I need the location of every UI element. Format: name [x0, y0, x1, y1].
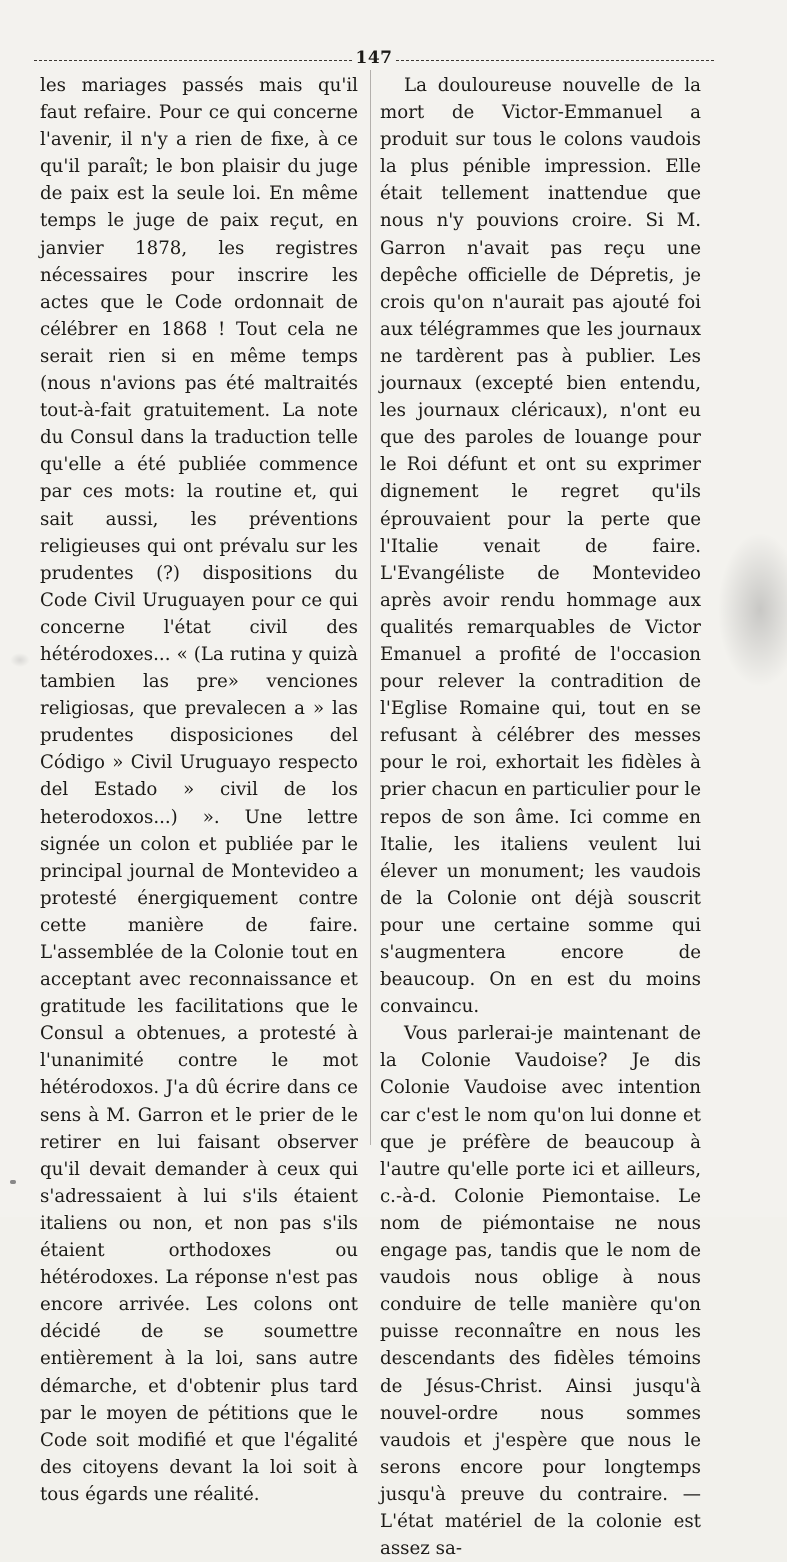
right-column-paragraph-1: La douloureuse nouvelle de la mort de Victor-Emmanuel a produit sur tous le colons vaudois la plus pénible impression. Elle était tellement inattendue que nous n'y pouvions croire. Si M. Garron n'avait pas reçu une depêche officielle de Dépretis, je crois qu'on n'aurait pas ajouté foi aux télégrammes que les journaux ne tardèrent pas à publier. Les journaux (excepté bien entendu, les journaux cléricaux), n'ont eu que des paroles de louange pour le Roi défunt et ont su exprimer dignement le regret qu'ils éprouvaient pour la perte que l'Italie venait de faire. L'Evangéliste de Montevideo après avoir rendu hommage aux qualités remarquables de Victor Emanuel a profité de l'occasion pour relever la contradition de l'Eglise Romaine qui, tout en se refusant à célébrer des messes pour le roi, exhortait les fidèles à prier chacun en particulier pour le repos de son âme. Ici comme en Italie, les italiens veulent lui élever un monument; les vaudois de la Colonie ont déjà souscrit pour une certaine somme qui s'augmentera encore de beaucoup. On en est du moins convaincu. [380, 75, 701, 1018]
header-rule-left [34, 60, 352, 61]
right-column-paragraph-2: Vous parlerai-je maintenant de la Colonie Vaudoise? Je dis Colonie Vaudoise avec intention car c'est le nom qu'on lui donne et que je préfère de beaucoup à l'autre qu'elle porte ici et ailleurs, c.-à-d. Colonie Piemontaise. Le nom de piémontaise ne nous engage pas, tandis que le nom de vaudois nous oblige à nous conduire de telle manière qu'on puisse reconnaître en nous les descendants des fidèles témoins de Jésus-Christ. Ainsi jusqu'à nouvel-ordre nous sommes vaudois et j'espère que nous le serons encore pour longtemps jusqu'à preuve du contraire. — L'état matériel de la colonie est assez sa- [380, 1023, 701, 1560]
header-rule-right [396, 60, 714, 61]
left-column-paragraph: les mariages passés mais qu'il faut refaire. Pour ce qui concerne l'avenir, il n'y a rien de fixe, à ce qu'il paraît; le bon plaisir du juge de paix est la seule loi. En même temps le juge de paix reçut, en janvier 1878, les registres nécessaires pour inscrire les actes que le Code ordonnait de célébrer en 1868 ! Tout cela ne serait rien si en même temps (nous n'avions pas été maltraités tout-à-fait gratuitement. La note du Consul dans la traduction telle qu'elle a été publiée commence par ces mots: la routine et, qui sait aussi, les préventions religieuses qui ont prévalu sur les prudentes (?) dispositions du Code Civil Uruguayen pour ce qui concerne l'état civil des hétérodoxes... « (La rutina y quizà tambien las pre» venciones religiosas, que prevalecen a » las prudentes disposiciones del Código » Civil Uruguayo respecto del Estado » civil de los heterodoxos...) ». Une lettre signée un colon et publiée par le principal journal de Montevideo a protesté énergiquement contre cette manière de faire. L'assemblée de la Colonie tout en acceptant avec reconnaissance et gratitude les facilitations que le Consul a obtenues, a protesté à l'unanimité contre le mot hétérodoxos. J'a dû écrire dans ce sens à M. Garron et le prier de le retirer en lui faisant observer qu'il devait demander à ceux qui s'adressaient à lui s'ils étaient italiens ou non, et non pas s'ils étaient orthodoxes ou hétérodoxes. La réponse n'est pas encore arrivée. Les colons ont décidé de se soumettre entièrement à la loi, sans autre démarche, et d'obtenir plus tard par le moyen de pétitions que le Code soit modifié et que l'égalité des citoyens devant la loi soit à tous égards une réalité. [40, 75, 358, 1505]
right-column [380, 72, 701, 1562]
left-column [40, 72, 358, 1508]
column-divider [370, 70, 371, 1145]
page-number: 147 [355, 48, 393, 68]
print-speck [10, 1180, 16, 1184]
page-header [34, 48, 714, 66]
